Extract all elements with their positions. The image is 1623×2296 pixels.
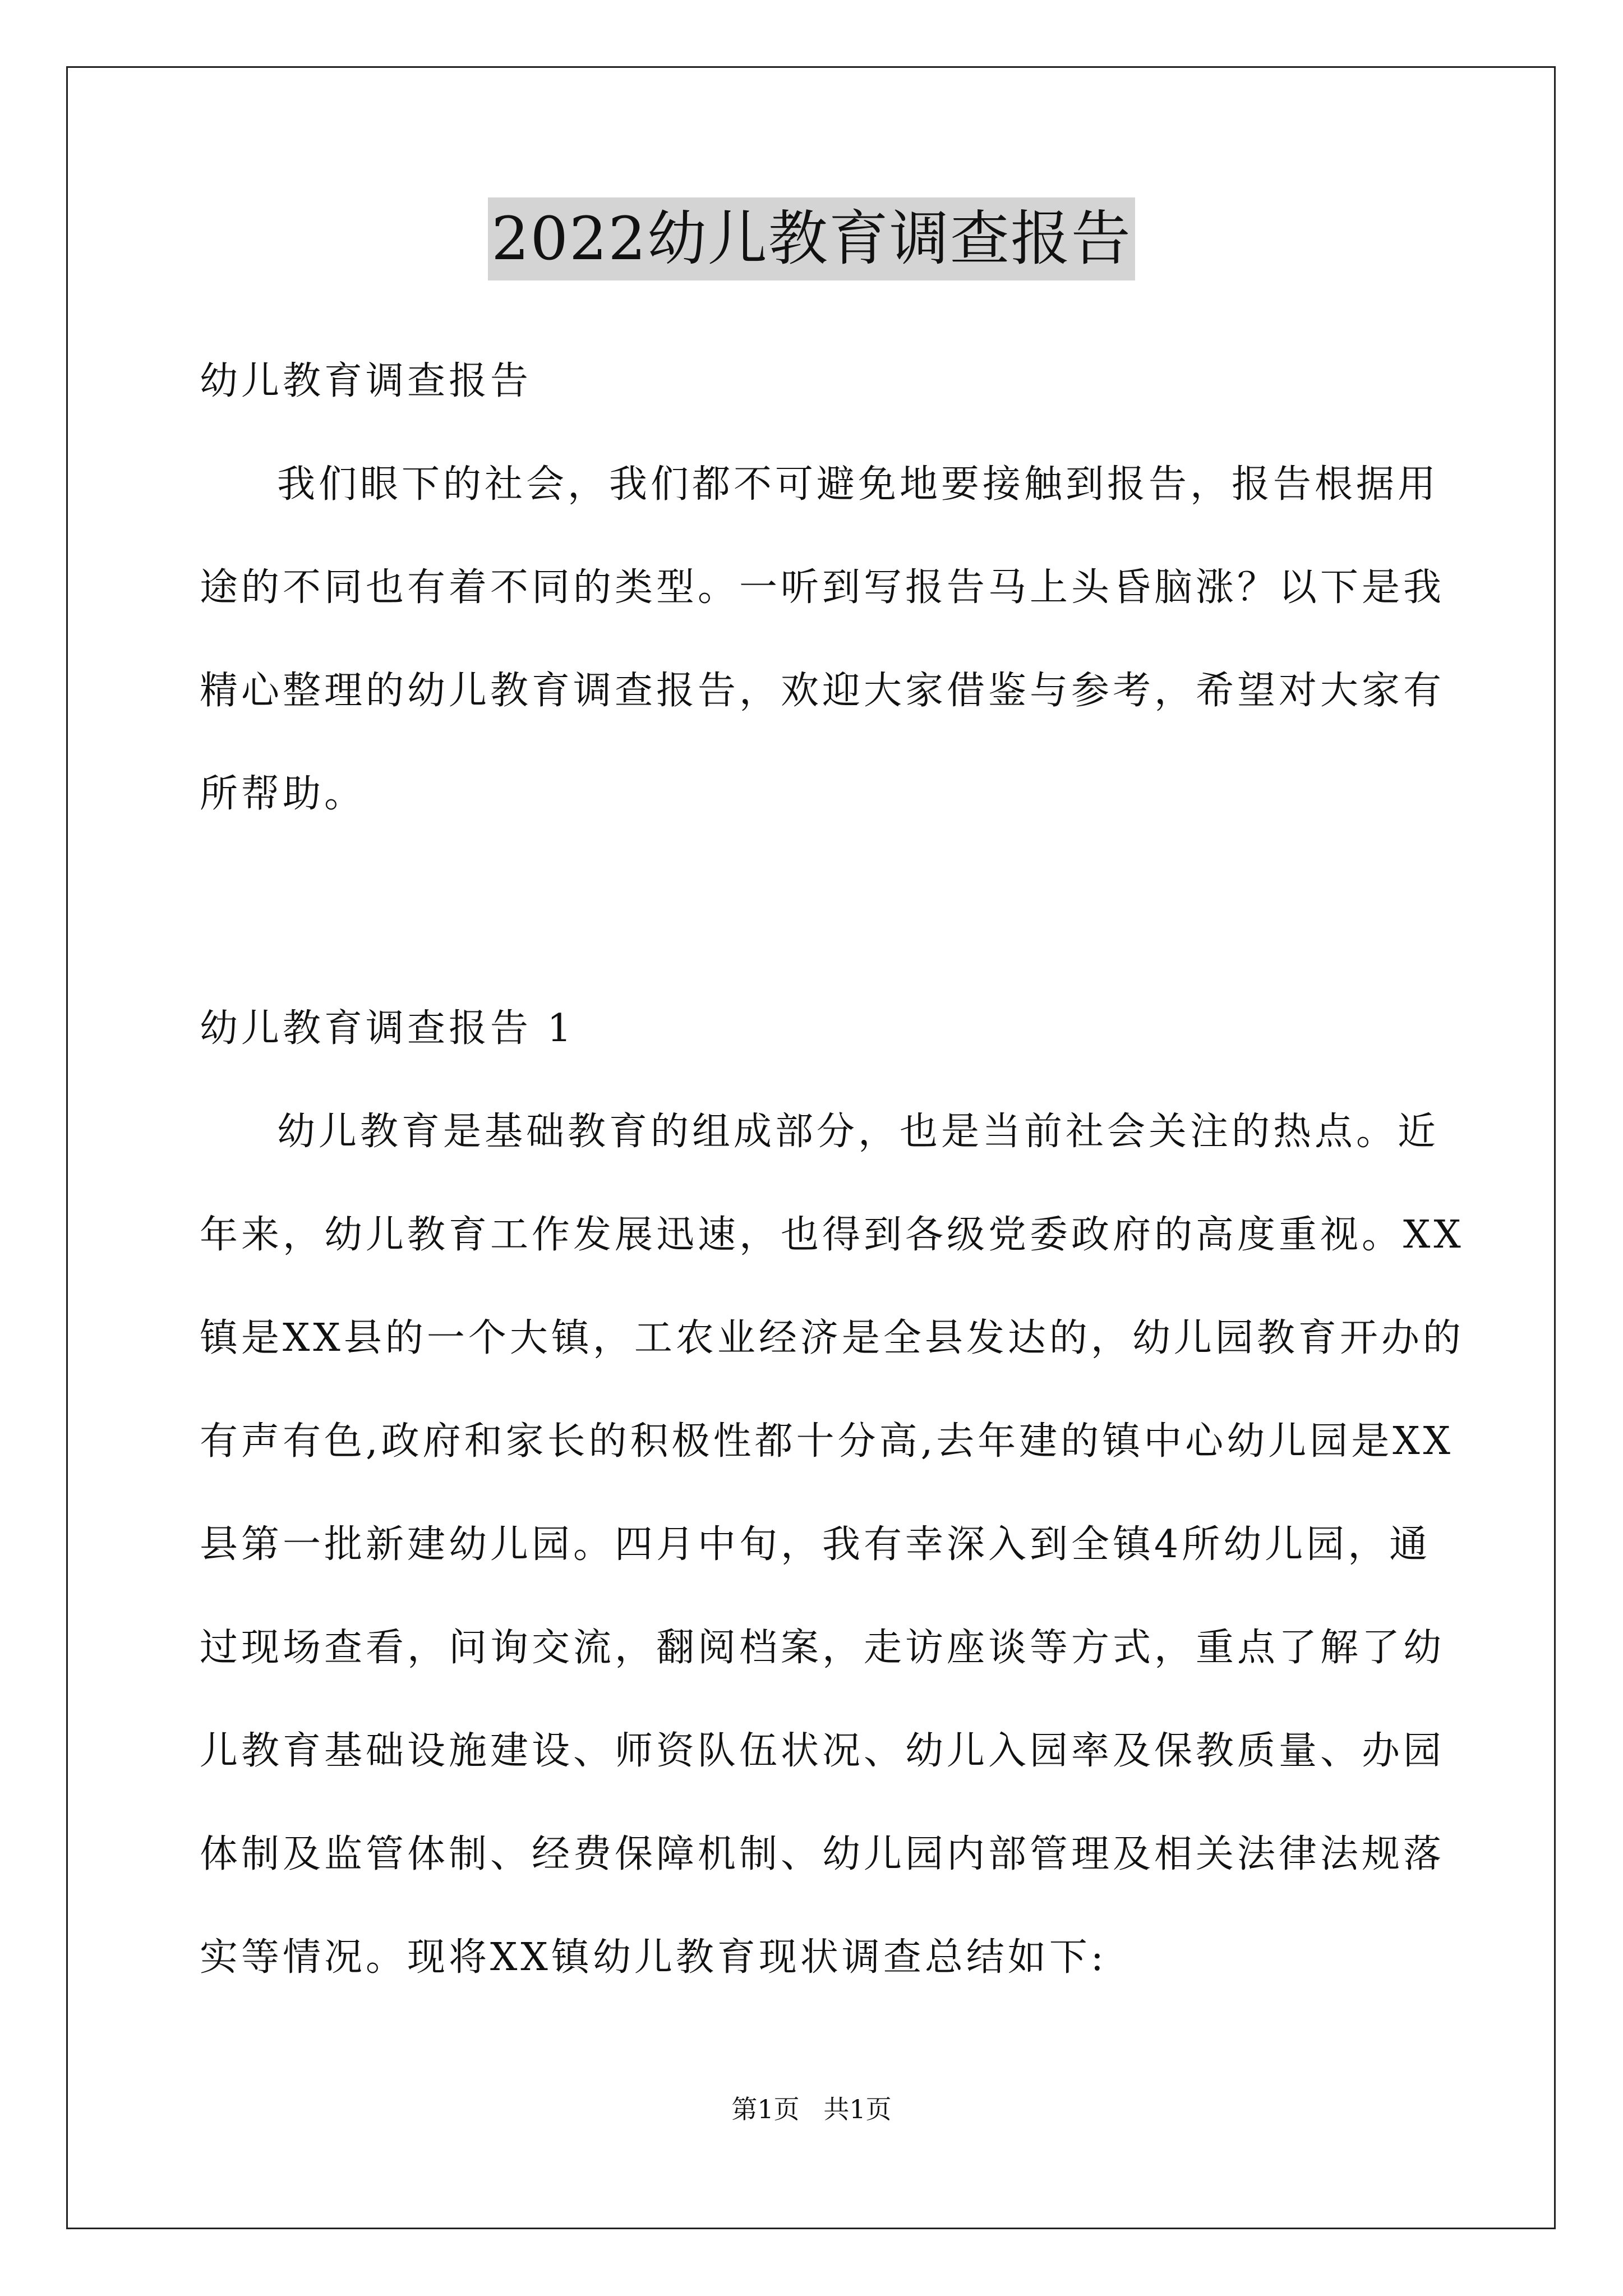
section-line: 年来，幼儿教育工作发展迅速，也得到各级党委政府的高度重视。XX <box>200 1213 1464 1257</box>
section-line: 过现场查看，问询交流，翻阅档案，走访座谈等方式，重点了解了幼 <box>200 1626 1445 1670</box>
page-number: 第1页 <box>731 2094 800 2124</box>
intro-line: 途的不同也有着不同的类型。一听到写报告马上头昏脑涨？以下是我 <box>200 565 1445 610</box>
section-line: 体制及监管体制、经费保障机制、幼儿园内部管理及相关法律法规落 <box>200 1832 1445 1876</box>
section-line: 儿教育基础设施建设、师资队伍状况、幼儿入园率及保教质量、办园 <box>200 1729 1445 1773</box>
section-line: 县第一批新建幼儿园。四月中旬，我有幸深入到全镇4所幼儿园，通 <box>200 1522 1431 1567</box>
section-line: 幼儿教育是基础教育的组成部分，也是当前社会关注的热点。近 <box>277 1110 1440 1154</box>
page-footer <box>0 2092 1623 2126</box>
intro-line: 我们眼下的社会，我们都不可避免地要接触到报告，报告根据用 <box>277 462 1440 507</box>
document-title: 2022幼儿教育调查报告 <box>488 197 1135 280</box>
section-line: 实等情况。现将XX镇幼儿教育现状调查总结如下: <box>200 1935 1107 1980</box>
page-total: 共1页 <box>823 2094 892 2124</box>
section-line: 有声有色,政府和家长的积极性都十分高,去年建的镇中心幼儿园是XX <box>200 1419 1454 1464</box>
intro-line: 所帮助。 <box>200 772 366 816</box>
section-line: 镇是XX县的一个大镇，工农业经济是全县发达的，幼儿园教育开办的 <box>200 1316 1464 1360</box>
document-subtitle: 幼儿教育调查报告 <box>200 359 532 403</box>
section-heading: 幼儿教育调查报告 1 <box>200 1006 575 1051</box>
title-container <box>0 197 1623 280</box>
intro-line: 精心整理的幼儿教育调查报告，欢迎大家借鉴与参考，希望对大家有 <box>200 669 1445 713</box>
